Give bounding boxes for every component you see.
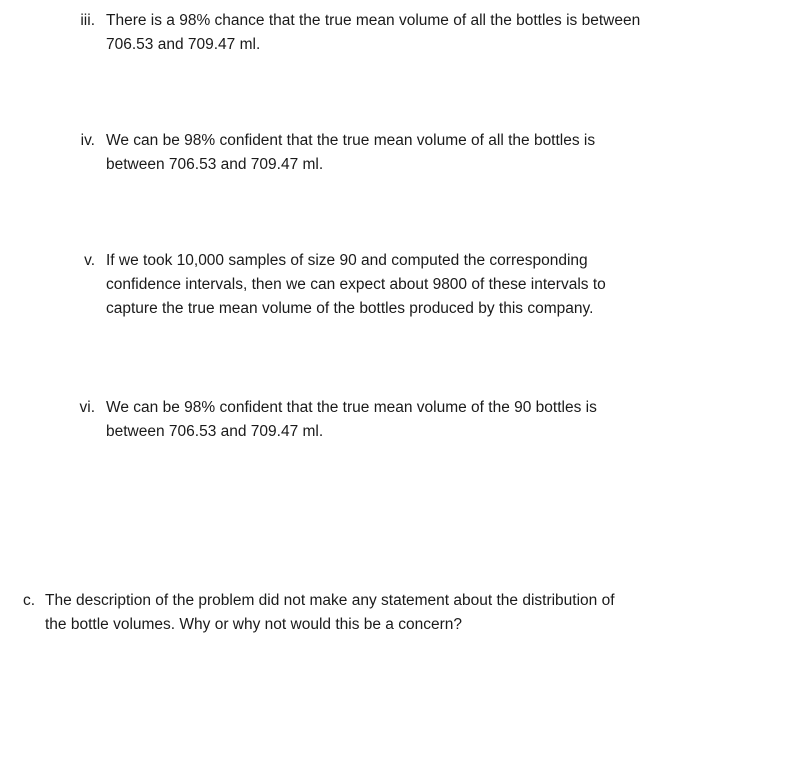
option-iv-marker: iv. <box>80 132 95 149</box>
option-v-text: If we took 10,000 samples of size 90 and computed the corresponding confidence intervals, then we can expect about 9800 of these intervals to capture the true mean volume of the bottles produced by this company. <box>106 252 606 317</box>
option-v <box>0 249 786 323</box>
option-vi-text: We can be 98% confident that the true mean volume of the 90 bottles is between 706.53 and 709.47 ml. <box>106 399 597 440</box>
option-vi-marker: vi. <box>79 399 95 416</box>
option-v-marker: v. <box>84 252 95 269</box>
option-iii-text: There is a 98% chance that the true mean volume of all the bottles is between 706.53 and 709.47 ml. <box>106 12 641 53</box>
question-c <box>0 589 786 639</box>
question-c-text: The description of the problem did not make any statement about the distribution of the bottle volumes. Why or why not would this be a concern? <box>45 592 615 633</box>
question-c-marker: c. <box>22 592 35 609</box>
option-vi <box>0 396 786 446</box>
option-iv-text: We can be 98% confident that the true mean volume of all the bottles is between 706.53 and 709.47 ml. <box>106 132 596 173</box>
option-iv <box>0 129 786 179</box>
option-iii-marker: iii. <box>80 12 95 29</box>
option-iii <box>0 9 786 59</box>
